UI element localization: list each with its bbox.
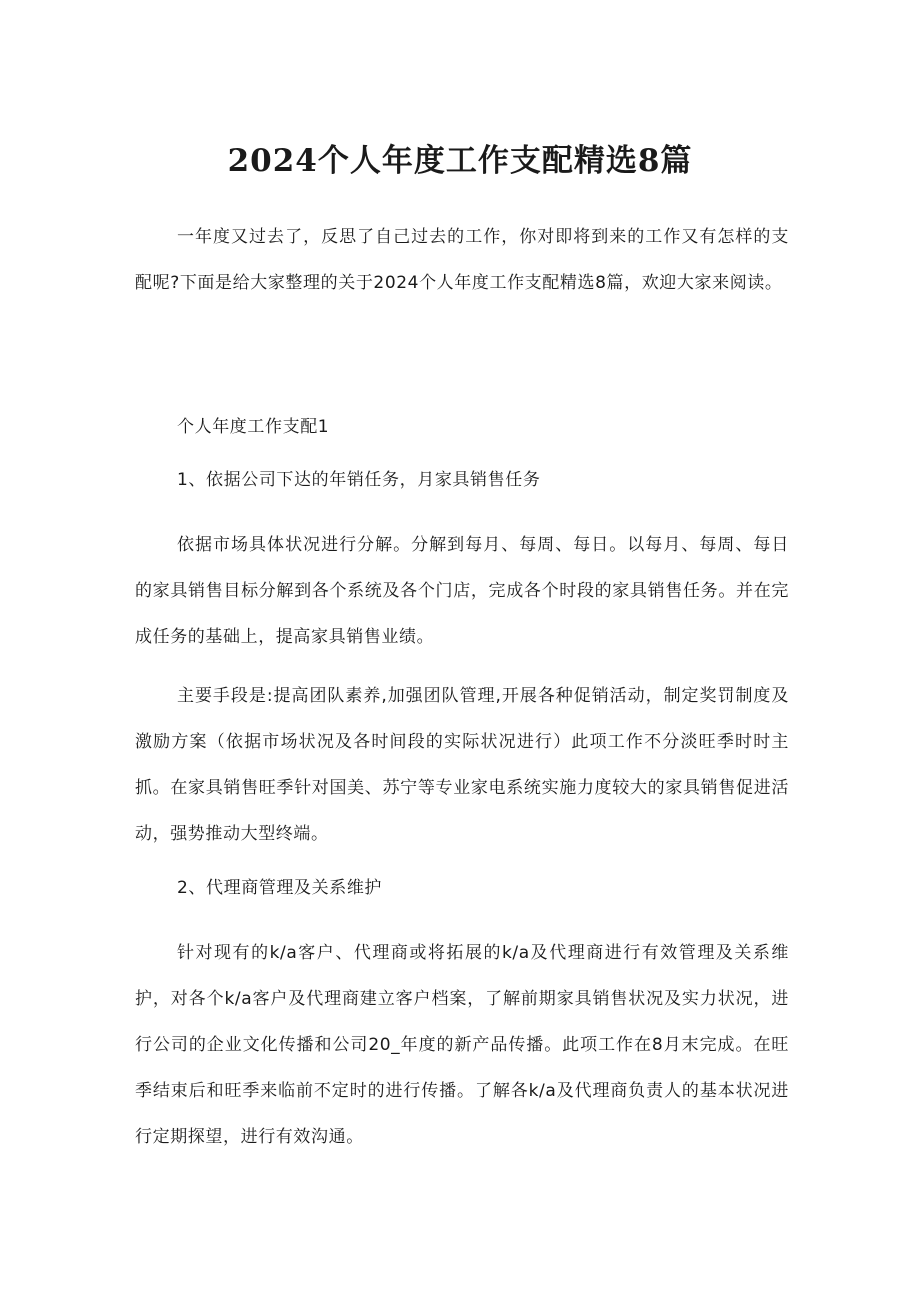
item-1-paragraph-1: 依据市场具体状况进行分解。分解到每月、每周、每日。以每月、每周、每日的家具销售目标分解到各个系统及各个门店，完成各个时段的家具销售任务。并在完成任务的基础上，提高家具销售业绩。 <box>135 535 789 647</box>
intro-paragraph: 一年度又过去了，反思了自己过去的工作，你对即将到来的工作又有怎样的支配呢?下面是给大家整理的关于2024个人年度工作支配精选8篇，欢迎大家来阅读。 <box>135 227 789 293</box>
item-1-heading: 1、依据公司下达的年销任务，月家具销售任务 <box>177 470 541 490</box>
item-2-heading: 2、代理商管理及关系维护 <box>177 878 383 898</box>
section-title: 个人年度工作支配1 <box>177 417 330 437</box>
document-title: 2024个人年度工作支配精选8篇 <box>227 143 693 179</box>
item-2-paragraph-1: 针对现有的k/a客户、代理商或将拓展的k/a及代理商进行有效管理及关系维护，对各个k/a客户及代理商建立客户档案，了解前期家具销售状况及实力状况，进行公司的企业文化传播和公司20_年度的新产品传播。此项工作在8月末完成。在旺季结束后和旺季来临前不定时的进行传播。了解各k/a及代理商负责人的基本状况进行定期探望，进行有效沟通。 <box>135 943 789 1147</box>
item-1-paragraph-2: 主要手段是:提高团队素养,加强团队管理,开展各种促销活动，制定奖罚制度及激励方案（依据市场状况及各时间段的实际状况进行）此项工作不分淡旺季时时主抓。在家具销售旺季针对国美、苏宁等专业家电系统实施力度较大的家具销售促进活动，强势推动大型终端。 <box>135 686 789 844</box>
